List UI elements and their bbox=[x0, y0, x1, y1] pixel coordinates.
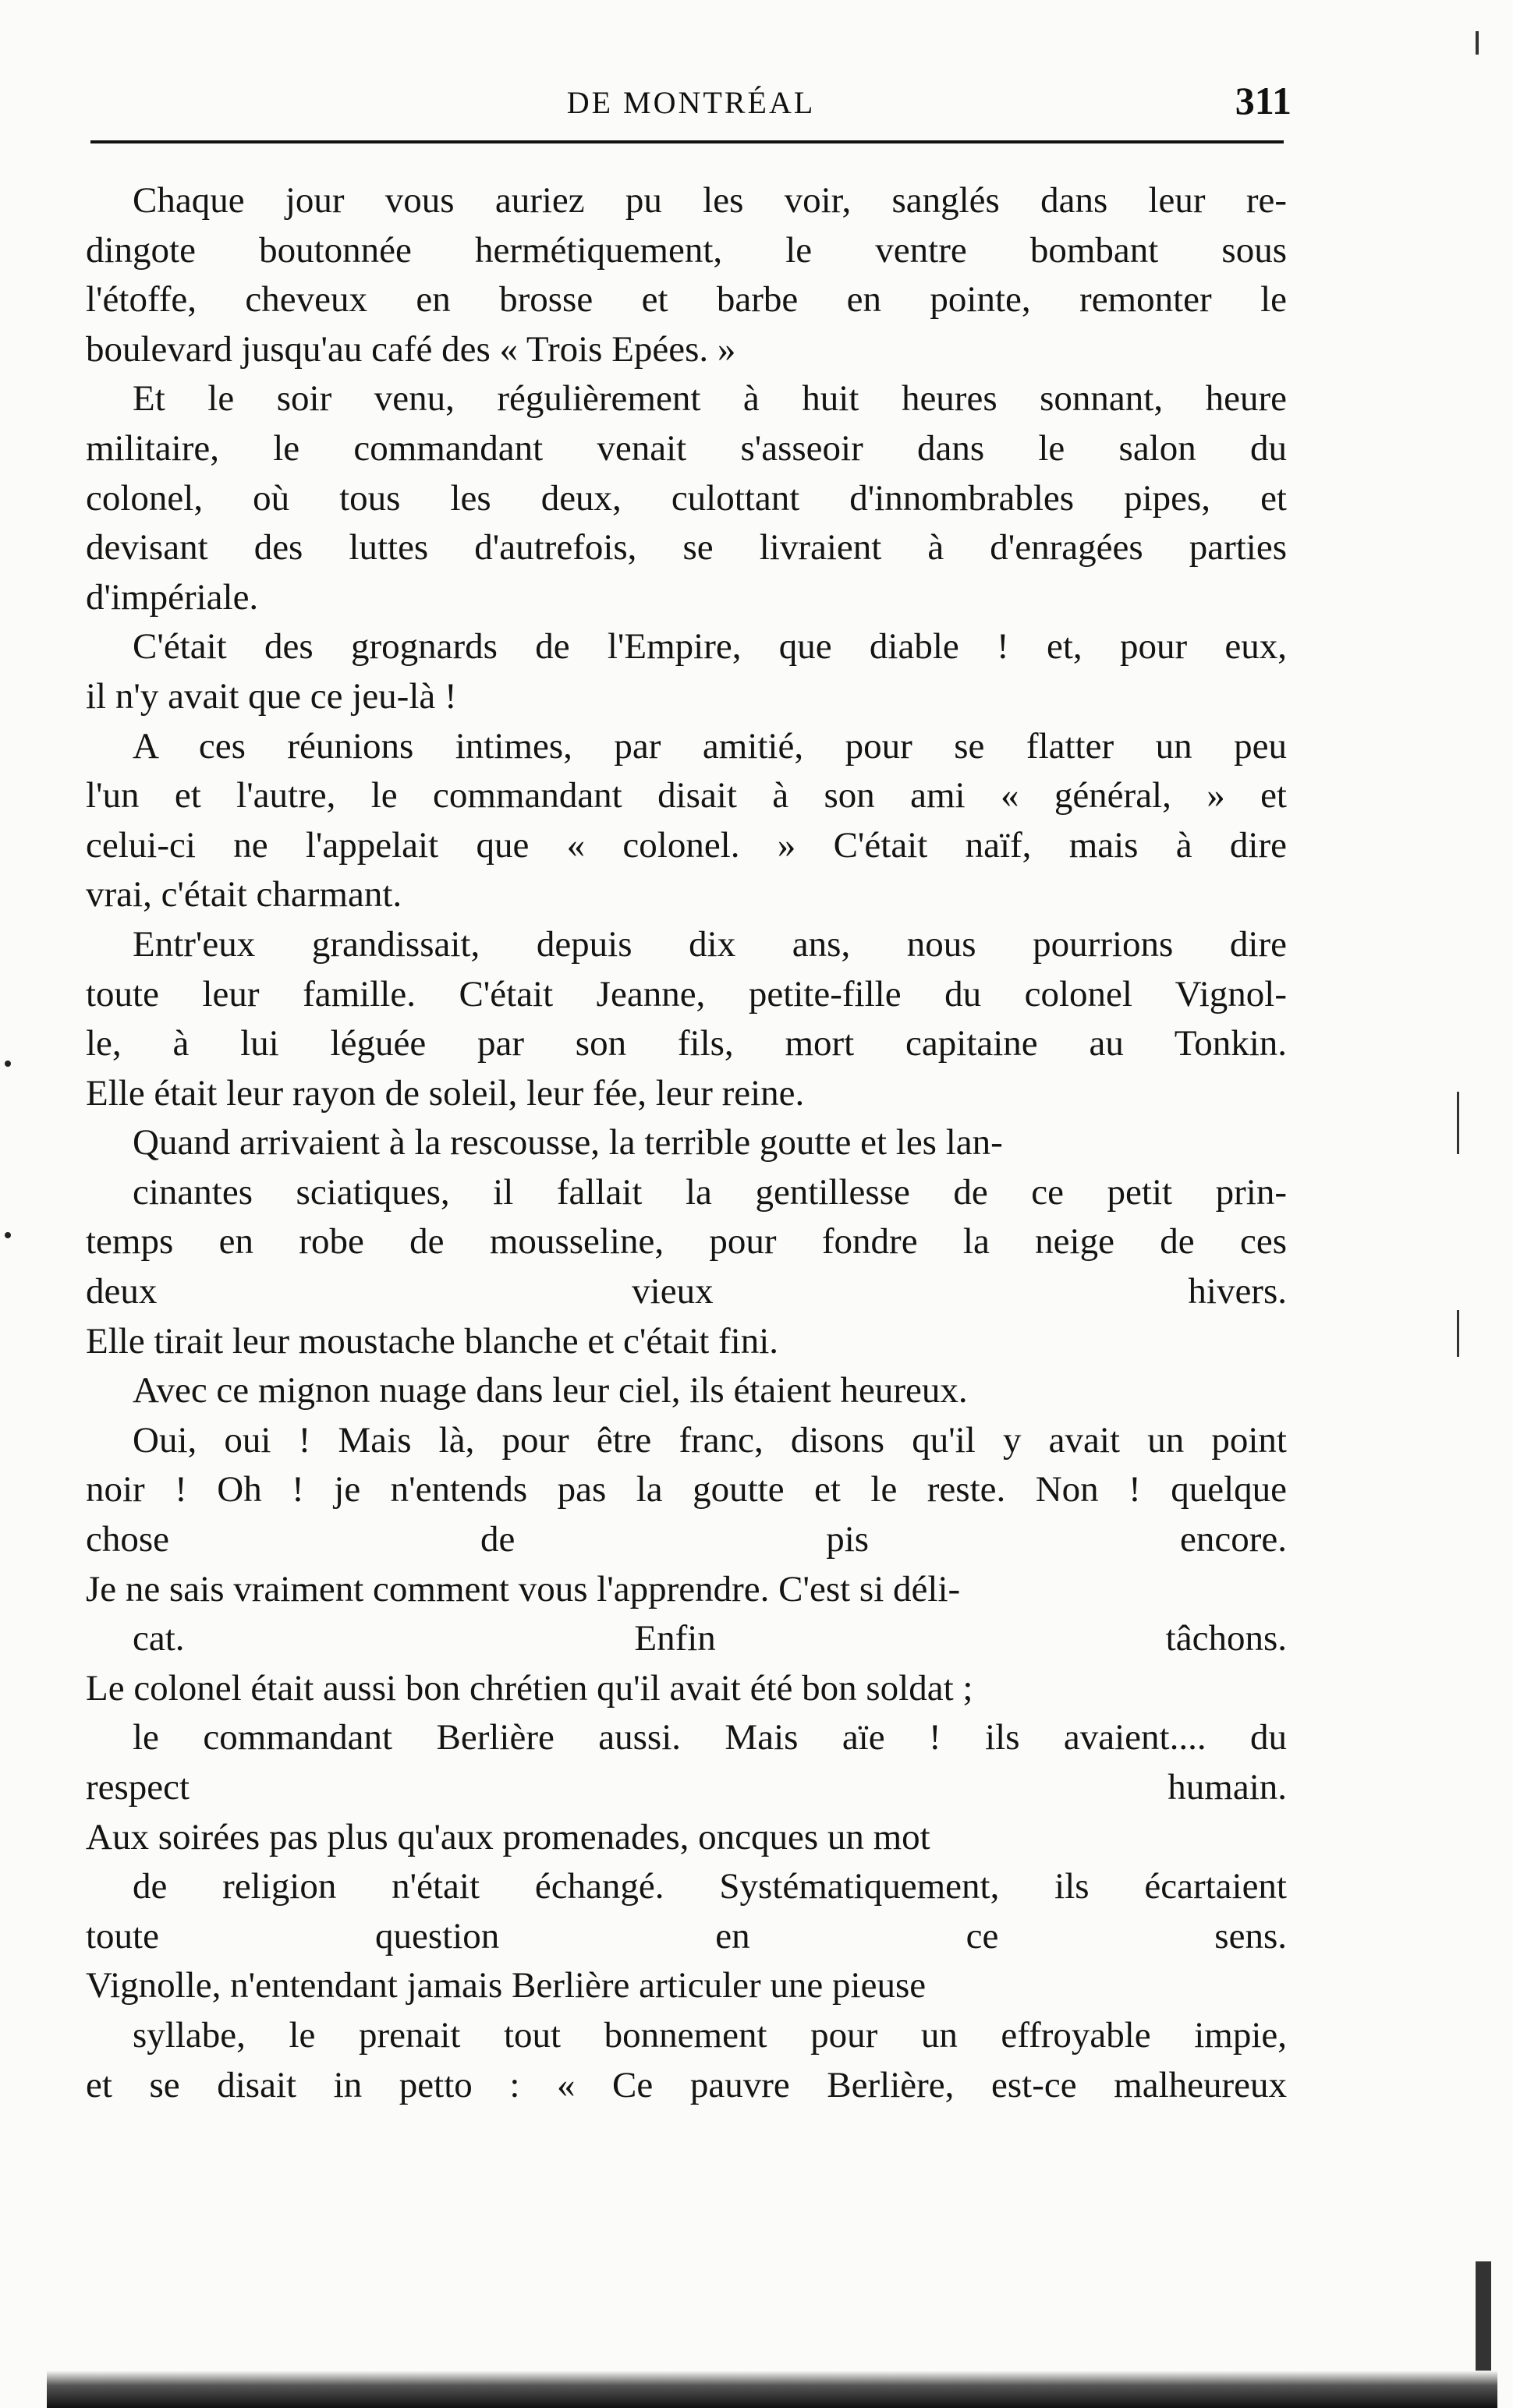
text-line: Et le soir venu, régulièrement à huit heures sonnant, heure bbox=[133, 378, 1287, 420]
text-line bbox=[86, 2110, 1287, 2160]
text-line: le commandant Berlière aussi. Mais aïe ! ils avaient.... du bbox=[133, 1717, 1287, 1758]
text-line: Oui, oui ! Mais là, pour être franc, disons qu'il y avait un point bbox=[133, 1419, 1287, 1461]
text-line: et se disait in petto : « Ce pauvre Berlière, est-ce malheureux bbox=[86, 2064, 1287, 2105]
running-head: DE MONTRÉAL bbox=[566, 85, 816, 120]
text-line: boulevard jusqu'au café des « Trois Epées. » bbox=[86, 328, 736, 370]
text-line: noir ! Oh ! je n'entends pas la goutte et le reste. Non ! quelque bbox=[86, 1469, 1287, 1510]
text-line: toute question en ce sens. bbox=[86, 1915, 1287, 1956]
text-line: colonel, où tous les deux, culottant d'innombrables pipes, et bbox=[86, 477, 1287, 519]
text-line: A ces réunions intimes, par amitié, pour se flatter un peu bbox=[133, 725, 1287, 767]
text-line: de religion n'était échangé. Systématiquement, ils écartaient bbox=[133, 1866, 1287, 1907]
text-line: Aux soirées pas plus qu'aux promenades, oncques un mot bbox=[86, 1816, 930, 1857]
edge-mark bbox=[1457, 1310, 1459, 1357]
text-line: Elle était leur rayon de soleil, leur fée, leur reine. bbox=[86, 1072, 805, 1114]
text-line: cat. Enfin tâchons. bbox=[133, 1618, 1287, 1659]
text-line: celui-ci ne l'appelait que « colonel. » C'était naïf, mais à dire bbox=[86, 824, 1287, 866]
edge-mark bbox=[1476, 2261, 1491, 2371]
text-line: toute leur famille. C'était Jeanne, petite-fille du colonel Vignol- bbox=[86, 973, 1287, 1015]
text-line: Elle tirait leur moustache blanche et c'était fini. bbox=[86, 1320, 779, 1362]
text-line: le, à lui léguée par son fils, mort capitaine au Tonkin. bbox=[86, 1023, 1287, 1064]
text-line: C'était des grognards de l'Empire, que diable ! et, pour eux, bbox=[133, 626, 1287, 668]
margin-dot bbox=[5, 1061, 11, 1067]
text-line: vrai, c'était charmant. bbox=[86, 874, 402, 915]
text-line: syllabe, le prenait tout bonnement pour un effroyable impie, bbox=[133, 2014, 1287, 2056]
text-line: d'impériale. bbox=[86, 576, 259, 618]
header-rule bbox=[90, 140, 1284, 143]
right-edge-marks bbox=[1452, 0, 1499, 2408]
page-header bbox=[90, 75, 1292, 137]
page-number: 311 bbox=[1235, 79, 1292, 122]
edge-mark bbox=[1457, 1092, 1459, 1154]
text-line: l'étoffe, cheveux en brosse et barbe en pointe, remonter le bbox=[86, 279, 1287, 320]
text-line: deux vieux hivers. bbox=[86, 1271, 1287, 1312]
body-text bbox=[86, 176, 1287, 2160]
margin-dot bbox=[5, 1232, 11, 1238]
text-line: militaire, le commandant venait s'asseoir dans le salon du bbox=[86, 427, 1287, 469]
left-margin-marks bbox=[0, 1014, 23, 1326]
text-line: Vignolle, n'entendant jamais Berlière articuler une pieuse bbox=[86, 1965, 927, 2006]
text-line: Je ne sais vraiment comment vous l'apprendre. C'est si déli- bbox=[86, 1568, 961, 1609]
text-line: cinantes sciatiques, il fallait la gentillesse de ce petit prin- bbox=[133, 1171, 1287, 1213]
text-line: il n'y avait que ce jeu-là ! bbox=[86, 675, 457, 717]
text-line: Avec ce mignon nuage dans leur ciel, ils étaient heureux. bbox=[133, 1370, 968, 1411]
page-bottom-edge bbox=[47, 2371, 1497, 2408]
text-line: Quand arrivaient à la rescousse, la terrible goutte et les lan- bbox=[133, 1122, 1003, 1163]
text-line: Chaque jour vous auriez pu les voir, sanglés dans leur re- bbox=[133, 180, 1287, 221]
text-line: respect humain. bbox=[86, 1767, 1287, 1808]
text-line: dingote boutonnée hermétiquement, le ventre bombant sous bbox=[86, 229, 1287, 271]
text-line: Le colonel était aussi bon chrétien qu'il avait été bon soldat ; bbox=[86, 1667, 973, 1709]
text-line: chose de pis encore. bbox=[86, 1519, 1287, 1560]
text-line: Entr'eux grandissait, depuis dix ans, nous pourrions dire bbox=[133, 923, 1287, 965]
edge-mark bbox=[1476, 31, 1479, 55]
text-line: temps en robe de mousseline, pour fondre la neige de ces bbox=[86, 1221, 1287, 1262]
text-line: devisant des luttes d'autrefois, se livraient à d'enragées parties bbox=[86, 527, 1287, 568]
text-line: l'un et l'autre, le commandant disait à son ami « général, » et bbox=[86, 775, 1287, 816]
